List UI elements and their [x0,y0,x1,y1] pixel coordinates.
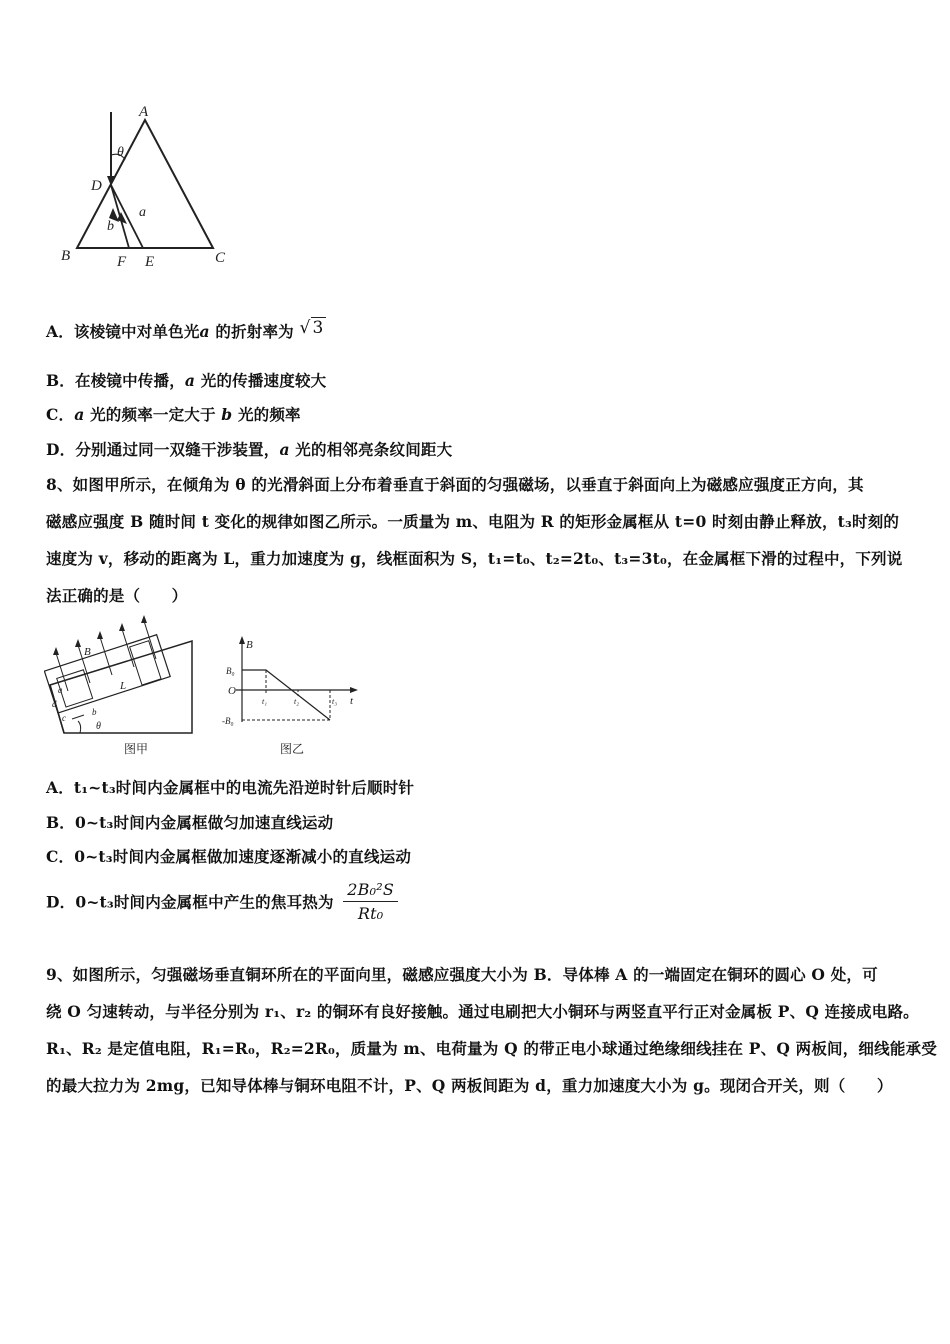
q9-stem-line2: 绕 O 匀速转动，与半径分别为 r₁、r₂ 的铜环有良好接触。通过电刷把大小铜环与两竖直平行正对金属板 P、Q 连接成电路。 [46,1002,919,1021]
fig-jia-theta: θ [96,721,101,732]
q8-option-c: C．0~t₃时间内金属框做加速度逐渐减小的直线运动 [46,847,412,866]
q8-option-a: A．t₁~t₃时间内金属框中的电流先沿逆时针后顺时针 [46,778,415,797]
fig-yi-B0: B₀ [226,666,235,676]
fig-jia-d: d [52,699,57,709]
q9-stem-line3: R₁、R₂ 是定值电阻，R₁=R₀，R₂=2R₀，质量为 m、电荷量为 Q 的带正电小球通过绝缘细线挂在 P、Q 两板间，细线能承受 [46,1039,937,1058]
q8-stem-line3: 速度为 v，移动的距离为 L，重力加速度为 g，线框面积为 S，t₁=t₀、t₂=2t₀、t₃=3t₀，在金属框下滑的过程中，下列说 [46,549,903,568]
q8-stem-line1: 8、如图甲所示，在倾角为 θ 的光滑斜面上分布着垂直于斜面的匀强磁场，以垂直于斜面向上为磁感应强度正方向，其 [46,475,864,494]
fig-jia-c: c [62,713,66,723]
prism-figure [55,100,245,275]
q8-option-d: D．0~t₃时间内金属框中产生的焦耳热为 $\frac{\text{2B₀²S}}{\text{Rt₀}}$ [46,880,398,923]
figure-jia [44,615,204,760]
fig-jia-b: b [92,707,97,717]
label-theta: θ [117,145,124,160]
label-A: A [139,104,149,120]
q8-option-b: B．0~t₃时间内金属框做匀加速直线运动 [46,813,334,832]
fig-yi-t: t [350,695,354,707]
label-b: b [107,219,114,234]
q7-option-c: C．a 光的频率一定大于 b 光的频率 [46,405,301,424]
fig-yi-caption: 图乙 [280,742,305,756]
fig-yi-negB0: -B₀ [222,716,234,726]
fig-yi-t3: t₃ [332,697,338,706]
figure-yi [222,632,362,760]
label-E: E [145,254,155,270]
sqrt-symbol: √ 3 [299,318,324,338]
fig-yi-O: O [228,685,236,697]
fig-yi-t1: t₁ [262,697,268,706]
q8-stem-line2: 磁感应强度 B 随时间 t 变化的规律如图乙所示。一质量为 m、电阻为 R 的矩形金属框从 t=0 时刻由静止释放，t₃时刻的 [46,512,900,531]
q7-option-d: D．分别通过同一双缝干涉装置，a 光的相邻亮条纹间距大 [46,440,453,459]
q9-stem-line4: 的最大拉力为 2mg，已知导体棒与铜环电阻不计，P、Q 两板间距为 d，重力加速度大小为 g。现闭合开关，则（ ） [46,1076,893,1095]
fig-jia-L: L [120,680,127,692]
label-D: D [91,178,102,194]
joule-heat-fraction: $\frac{\text{2B₀²S}}{\text{Rt₀}}$ [343,880,398,923]
label-C: C [215,250,226,266]
fig-jia-caption: 图甲 [124,742,149,756]
label-a: a [139,205,146,220]
label-B: B [61,248,71,264]
q7-option-b: B．在棱镜中传播，a 光的传播速度较大 [46,371,327,390]
q8-stem-line4: 法正确的是（ ） [46,586,188,605]
fig-yi-t2: t₂ [294,697,300,706]
q9-stem-line1: 9、如图所示，匀强磁场垂直铜环所在的平面向里，磁感应强度大小为 B．导体棒 A 的一端固定在铜环的圆心 O 处，可 [46,965,878,984]
fig-jia-B: B [84,646,91,658]
q7-option-a: A．该棱镜中对单色光a 的折射率为 √ 3 [46,318,324,341]
fig-yi-B: B [246,639,253,651]
label-F: F [117,254,127,270]
fig-jia-a: a [58,685,63,695]
